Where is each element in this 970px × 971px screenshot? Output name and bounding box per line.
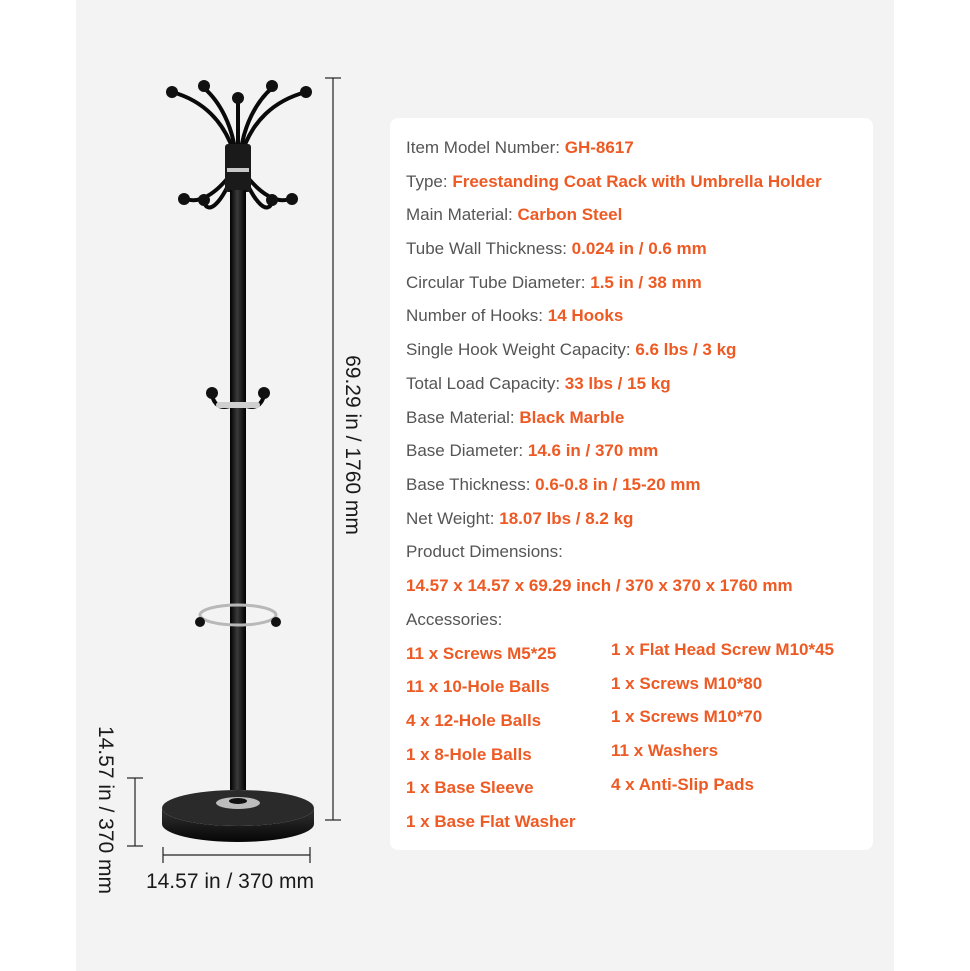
- spec-base-material: Base Material: Black Marble: [406, 408, 625, 427]
- product-dimensions-label: Product Dimensions:: [406, 542, 563, 561]
- coat-rack-illustration: [76, 0, 376, 971]
- product-dimensions-value: 14.57 x 14.57 x 69.29 inch / 370 x 370 x 1760 mm: [406, 576, 793, 595]
- base-sleeve-hole: [229, 798, 247, 804]
- height-dimension-label: 69.29 in / 1760 mm: [341, 355, 364, 535]
- spec-base-thickness: Base Thickness: 0.6-0.8 in / 15-20 mm: [406, 475, 701, 494]
- accessory-item: 11 x Washers: [611, 741, 719, 760]
- middle-hook-bracket: [216, 402, 260, 408]
- accessory-item: 1 x Base Flat Washer: [406, 812, 576, 831]
- accessories-label: Accessories:: [406, 610, 503, 629]
- base-height-dimension-line: [127, 778, 143, 846]
- spec-tube-diameter: Circular Tube Diameter: 1.5 in / 38 mm: [406, 273, 702, 292]
- accessory-item: 11 x Screws M5*25: [406, 644, 557, 663]
- spec-base-diameter: Base Diameter: 14.6 in / 370 mm: [406, 441, 659, 460]
- spec-type: Type: Freestanding Coat Rack with Umbrella Holder: [406, 172, 822, 191]
- main-pole: [230, 190, 246, 790]
- spec-single-hook-capacity: Single Hook Weight Capacity: 6.6 lbs / 3 kg: [406, 340, 737, 359]
- umbrella-ring-ball-right: [271, 617, 281, 627]
- spec-number-of-hooks: Number of Hooks: 14 Hooks: [406, 306, 624, 325]
- accessory-item: 1 x Screws M10*80: [611, 674, 763, 693]
- top-collar-ring: [227, 168, 249, 172]
- umbrella-ring-ball-left: [195, 617, 205, 627]
- spec-model-number: Item Model Number: GH-8617: [406, 138, 634, 157]
- width-dimension-line: [163, 847, 310, 863]
- spec-total-load-capacity: Total Load Capacity: 33 lbs / 15 kg: [406, 374, 671, 393]
- base-height-dimension-label: 14.57 in / 370 mm: [94, 725, 117, 895]
- accessory-item: 1 x Base Sleeve: [406, 778, 534, 797]
- accessory-item: 1 x Screws M10*70: [611, 707, 763, 726]
- spec-tube-wall-thickness: Tube Wall Thickness: 0.024 in / 0.6 mm: [406, 239, 707, 258]
- middle-hook-ball-left: [206, 387, 218, 399]
- accessory-item: 1 x Flat Head Screw M10*45: [611, 640, 835, 659]
- accessory-item: 4 x Anti-Slip Pads: [611, 775, 754, 794]
- spec-net-weight: Net Weight: 18.07 lbs / 8.2 kg: [406, 509, 634, 528]
- height-dimension-line: [325, 78, 341, 820]
- accessory-item: 11 x 10-Hole Balls: [406, 677, 550, 696]
- accessory-item: 1 x 8-Hole Balls: [406, 745, 532, 764]
- middle-hook-ball-right: [258, 387, 270, 399]
- accessory-item: 4 x 12-Hole Balls: [406, 711, 542, 730]
- spec-main-material: Main Material: Carbon Steel: [406, 205, 623, 224]
- base-width-dimension-label: 14.57 in / 370 mm: [145, 870, 315, 893]
